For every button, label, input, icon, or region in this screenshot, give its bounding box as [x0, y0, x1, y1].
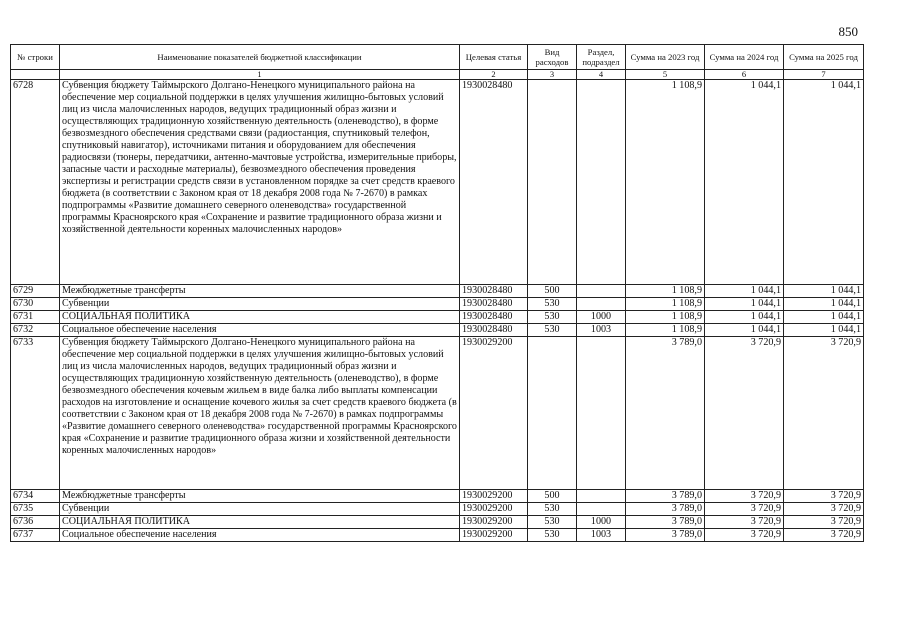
row-sum-2023: 3 789,0: [626, 490, 705, 503]
table-row: [11, 298, 864, 311]
row-number: 6737: [11, 529, 60, 542]
column-number: [11, 70, 60, 80]
row-sum-2024: 3 720,9: [705, 516, 784, 529]
table-row: [11, 529, 864, 542]
row-number: 6735: [11, 503, 60, 516]
row-sum-2024: 1 044,1: [705, 298, 784, 311]
row-sum-2023: 3 789,0: [626, 529, 705, 542]
row-kind: 530: [528, 298, 577, 311]
row-section: [577, 298, 626, 311]
row-sum-2024: 1 044,1: [705, 311, 784, 324]
row-kind: [528, 80, 577, 285]
row-name: Субвенция бюджету Таймырского Долгано-Ненецкого муниципального района на обеспечение мер социальной поддержки в целях улучшения жилищно-бытовых условий лиц из числа малочисленных народов, ведущих традиционный образ жизни и осуществляющих традиционную хозяйственную деятельность (оленеводство), в форме безвозмездного обеспечения кочевым жильем в виде балка либо выплаты компенсации расходов на изготовление и оснащение кочевого жилья за счет средств краевого бюджета (в соответствии с Законом края от 18 декабря 2008 года № 7-2670) в рамках подпрограммы «Развитие домашнего северного оленеводства» государственной программы Красноярского края «Сохранение и развитие традиционного образа жизни и хозяйственной деятельности коренных малочисленных народов»: [60, 337, 460, 490]
row-sum-2023: 1 108,9: [626, 80, 705, 285]
row-sum-2025: 1 044,1: [784, 311, 864, 324]
row-number: 6736: [11, 516, 60, 529]
row-kind: 500: [528, 490, 577, 503]
row-section: [577, 285, 626, 298]
table-row: [11, 285, 864, 298]
row-name: Межбюджетные трансферты: [60, 285, 460, 298]
row-name: Субвенции: [60, 298, 460, 311]
row-sum-2023: 1 108,9: [626, 324, 705, 337]
row-section: 1000: [577, 311, 626, 324]
row-sum-2025: 3 720,9: [784, 490, 864, 503]
column-number: 4: [577, 70, 626, 80]
row-number: 6730: [11, 298, 60, 311]
header-section: Раздел, подраздел: [577, 45, 626, 70]
row-number: 6733: [11, 337, 60, 490]
page-number: 850: [838, 24, 858, 39]
table-row: [11, 490, 864, 503]
row-section: [577, 337, 626, 490]
row-name: СОЦИАЛЬНАЯ ПОЛИТИКА: [60, 516, 460, 529]
row-sum-2025: 3 720,9: [784, 503, 864, 516]
row-sum-2025: 3 720,9: [784, 337, 864, 490]
row-sum-2024: 3 720,9: [705, 503, 784, 516]
header-name: Наименование показателей бюджетной классификации: [60, 45, 460, 70]
row-sum-2023: 1 108,9: [626, 311, 705, 324]
row-name: Социальное обеспечение населения: [60, 324, 460, 337]
row-sum-2024: 1 044,1: [705, 285, 784, 298]
table-header-row: [11, 45, 864, 70]
table-row: [11, 324, 864, 337]
row-section: [577, 80, 626, 285]
row-kind: 530: [528, 311, 577, 324]
column-number: 5: [626, 70, 705, 80]
row-sum-2023: 3 789,0: [626, 503, 705, 516]
table-row: [11, 311, 864, 324]
table-row: [11, 337, 864, 490]
row-kind: 500: [528, 285, 577, 298]
row-name: Субвенция бюджету Таймырского Долгано-Ненецкого муниципального района на обеспечение мер социальной поддержки в целях улучшения жилищно-бытовых условий лиц из числа малочисленных народов, ведущих традиционный образ жизни и осуществляющих традиционную хозяйственную деятельность (оленеводство), в форме безвозмездного обеспечения средствами связи (радиостанция, спутниковый телефон, спутниковый навигатор), источниками питания и оборудованием для обеспечения радиосвязи (тюнеры, передатчики, антенно-мачтовые устройства, измерительные приборы, запасные части и расходные материалы), безвозмездного обеспечения проведения экспертизы и регистрации средств связи в установленном порядке за счет средств краевого бюджета (в соответствии с Законом края от 18 декабря 2008 года № 7-2670) в рамках подпрограммы «Развитие домашнего северного оленеводства» государственной программы Красноярского края «Сохранение и развитие традиционного образа жизни и хозяйственной деятельности коренных малочисленных народов»: [60, 80, 460, 285]
column-number: 1: [60, 70, 460, 80]
header-kind: Вид расходов: [528, 45, 577, 70]
table-row: [11, 80, 864, 285]
row-kind: 530: [528, 516, 577, 529]
row-name: Межбюджетные трансферты: [60, 490, 460, 503]
header-sum-2024: Сумма на 2024 год: [705, 45, 784, 70]
row-sum-2023: 3 789,0: [626, 337, 705, 490]
row-kind: 530: [528, 529, 577, 542]
row-sum-2023: 3 789,0: [626, 516, 705, 529]
row-section: [577, 503, 626, 516]
row-section: 1003: [577, 529, 626, 542]
row-kind: 530: [528, 324, 577, 337]
row-number: 6729: [11, 285, 60, 298]
header-sum-2023: Сумма на 2023 год: [626, 45, 705, 70]
row-target: 1930029200: [460, 516, 528, 529]
row-name: СОЦИАЛЬНАЯ ПОЛИТИКА: [60, 311, 460, 324]
header-target: Целевая статья: [460, 45, 528, 70]
column-number: 7: [784, 70, 864, 80]
row-target: 1930029200: [460, 337, 528, 490]
row-target: 1930028480: [460, 324, 528, 337]
row-number: 6731: [11, 311, 60, 324]
budget-table: [10, 44, 864, 542]
row-sum-2025: 3 720,9: [784, 529, 864, 542]
row-sum-2024: 3 720,9: [705, 529, 784, 542]
row-section: 1000: [577, 516, 626, 529]
column-number: 3: [528, 70, 577, 80]
row-sum-2025: 1 044,1: [784, 298, 864, 311]
row-name: Социальное обеспечение населения: [60, 529, 460, 542]
row-kind: 530: [528, 503, 577, 516]
table-row: [11, 503, 864, 516]
row-name: Субвенции: [60, 503, 460, 516]
row-target: 1930029200: [460, 503, 528, 516]
row-number: 6732: [11, 324, 60, 337]
row-sum-2025: 3 720,9: [784, 516, 864, 529]
row-sum-2023: 1 108,9: [626, 298, 705, 311]
row-section: 1003: [577, 324, 626, 337]
row-kind: [528, 337, 577, 490]
row-target: 1930029200: [460, 490, 528, 503]
row-sum-2024: 1 044,1: [705, 80, 784, 285]
row-number: 6734: [11, 490, 60, 503]
row-sum-2024: 1 044,1: [705, 324, 784, 337]
row-target: 1930028480: [460, 311, 528, 324]
column-number-row: [11, 70, 864, 80]
row-sum-2024: 3 720,9: [705, 337, 784, 490]
row-sum-2024: 3 720,9: [705, 490, 784, 503]
header-row-no: № строки: [11, 45, 60, 70]
row-sum-2025: 1 044,1: [784, 285, 864, 298]
row-target: 1930028480: [460, 298, 528, 311]
column-number: 6: [705, 70, 784, 80]
header-sum-2025: Сумма на 2025 год: [784, 45, 864, 70]
column-number: 2: [460, 70, 528, 80]
row-sum-2023: 1 108,9: [626, 285, 705, 298]
row-sum-2025: 1 044,1: [784, 324, 864, 337]
row-target: 1930028480: [460, 80, 528, 285]
row-target: 1930029200: [460, 529, 528, 542]
row-number: 6728: [11, 80, 60, 285]
row-target: 1930028480: [460, 285, 528, 298]
table-row: [11, 516, 864, 529]
row-section: [577, 490, 626, 503]
row-sum-2025: 1 044,1: [784, 80, 864, 285]
